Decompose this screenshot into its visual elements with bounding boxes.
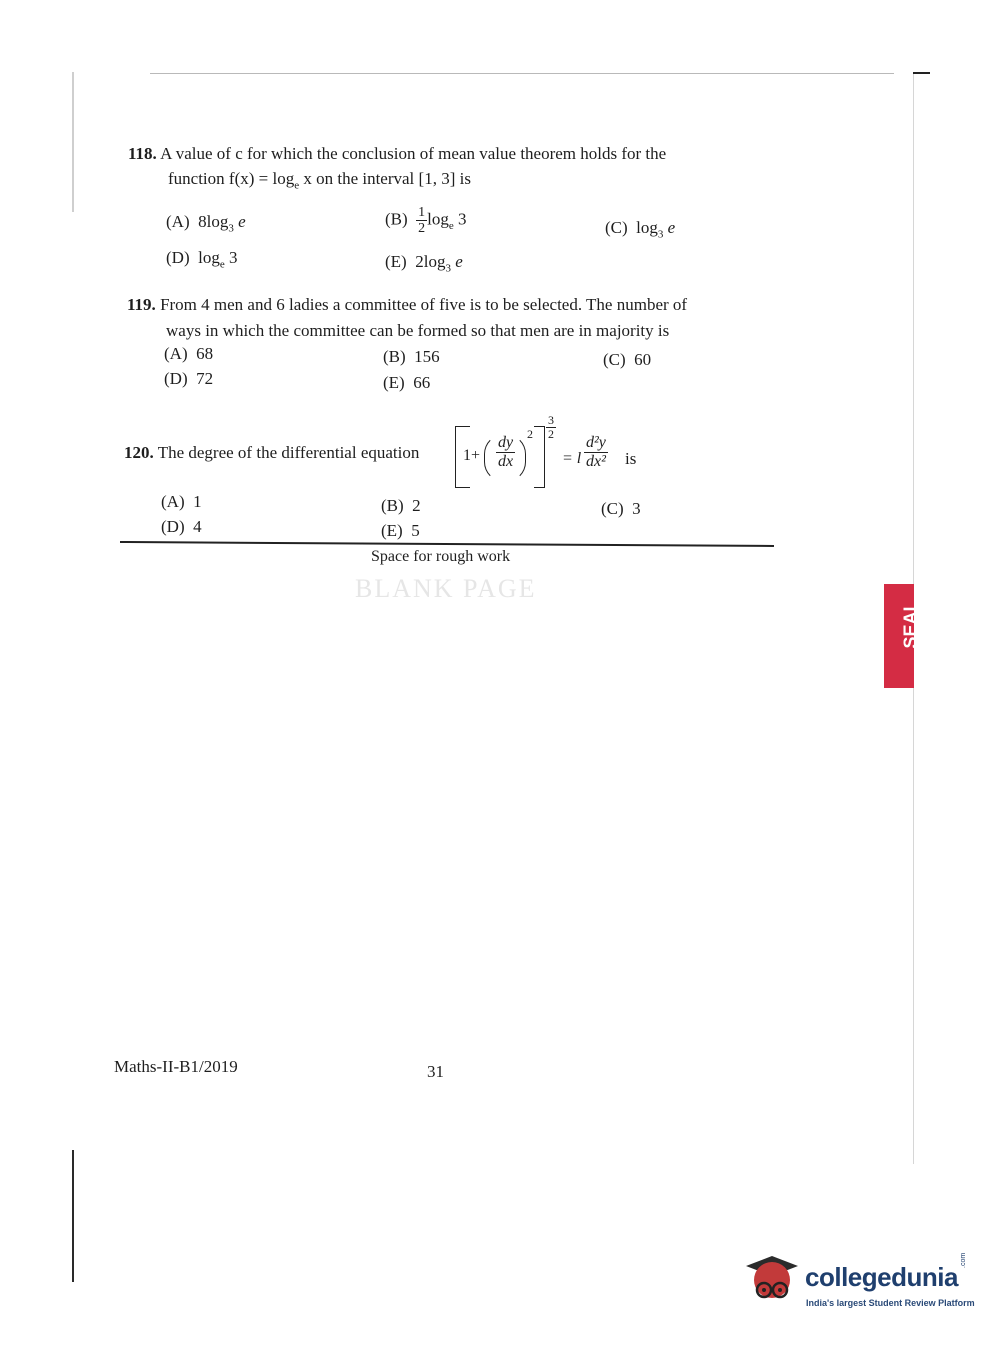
brand-name: collegedunia xyxy=(805,1262,958,1292)
option-value: 60 xyxy=(634,350,652,369)
option-text: log xyxy=(427,209,449,229)
option-label: (D) xyxy=(164,369,188,388)
option-value: 68 xyxy=(196,344,214,363)
question-119-line2: ways in which the committee can be formed so that men are in majority is xyxy=(166,321,670,340)
option-118-b[interactable] xyxy=(385,205,467,236)
denominator: 2 xyxy=(548,427,554,441)
question-120 xyxy=(124,441,419,465)
question-118 xyxy=(128,142,788,166)
seal-tab xyxy=(884,584,921,688)
option-value: 66 xyxy=(413,373,431,392)
equation-dy-dx xyxy=(496,434,515,471)
option-text: 3 xyxy=(224,248,238,267)
option-118-d[interactable] xyxy=(166,248,237,270)
option-text: 2log xyxy=(415,252,446,271)
equation-square: 2 xyxy=(527,427,533,441)
subscript: e xyxy=(219,258,225,271)
subscript: 3 xyxy=(657,228,664,241)
footer-code: Maths-II-B1/2019 xyxy=(114,1057,238,1076)
rough-work-label: Space for rough work xyxy=(371,548,511,565)
option-value: 5 xyxy=(411,521,420,540)
option-118-e[interactable] xyxy=(385,252,463,274)
option-label: (A) xyxy=(164,344,188,363)
question-118-line2 xyxy=(168,167,471,197)
option-label: (C) xyxy=(605,218,628,237)
subscript: 3 xyxy=(445,262,451,275)
collegedunia-mascot-icon xyxy=(742,1250,802,1310)
option-value: 3 xyxy=(632,499,641,518)
numerator: dy xyxy=(498,434,514,451)
question-119 xyxy=(127,293,787,317)
option-label: (E) xyxy=(385,252,407,271)
option-text: e xyxy=(450,252,463,271)
brand-dotcom: .com xyxy=(960,1252,967,1268)
option-text: log xyxy=(198,248,220,267)
option-120-b[interactable] xyxy=(381,496,421,516)
fraction xyxy=(416,205,427,236)
question-text: x on the interval [1, 3] is xyxy=(299,169,471,188)
option-label: (A) xyxy=(161,492,185,511)
option-value: 2 xyxy=(412,496,421,515)
question-text: A value of c for which the conclusion of mean value theorem holds for the xyxy=(160,144,667,163)
option-120-e[interactable] xyxy=(381,521,420,541)
subscript: e xyxy=(448,219,454,232)
equation-d2y-dx2 xyxy=(584,434,608,471)
show-through-text: BLANK PAGE xyxy=(355,574,537,603)
option-label: (D) xyxy=(166,248,190,267)
equation-is: is xyxy=(625,449,637,468)
option-label: (C) xyxy=(601,499,624,518)
equation-one-plus: 1+ xyxy=(463,447,481,464)
option-value: 72 xyxy=(196,369,214,388)
option-119-a[interactable] xyxy=(164,344,213,364)
option-value: 156 xyxy=(414,347,440,366)
seal-tab-label: SEAL xyxy=(900,600,921,649)
divider-rule xyxy=(120,541,774,546)
denominator: dx² xyxy=(586,453,606,470)
option-119-d[interactable] xyxy=(164,369,213,389)
option-label: (B) xyxy=(383,347,406,366)
top-right-mark xyxy=(913,72,930,74)
question-number: 119. xyxy=(127,295,156,314)
option-label: (B) xyxy=(385,209,408,229)
question-text: From 4 men and 6 ladies a committee of five is to be selected. The number of xyxy=(160,295,688,314)
brand-tagline: India's largest Student Review Platform xyxy=(806,1298,975,1308)
question-text: The degree of the differential equation xyxy=(157,443,420,462)
option-label: (C) xyxy=(603,350,626,369)
denominator: dx xyxy=(498,453,514,470)
page-number: 31 xyxy=(427,1062,444,1081)
option-text: 3 xyxy=(453,209,467,229)
left-edge-top xyxy=(72,72,74,212)
top-rule xyxy=(150,73,894,74)
option-120-a[interactable] xyxy=(161,492,202,512)
question-number: 120. xyxy=(124,443,154,462)
option-text: e xyxy=(663,218,676,237)
question-text: function f(x) = log xyxy=(168,169,295,188)
option-label: (D) xyxy=(161,517,185,536)
option-label: (B) xyxy=(381,496,404,515)
option-119-e[interactable] xyxy=(383,373,430,393)
option-label: (E) xyxy=(381,521,403,540)
option-119-c[interactable] xyxy=(603,350,651,370)
option-118-a[interactable] xyxy=(166,212,246,234)
option-119-b[interactable] xyxy=(383,347,440,367)
option-value: 4 xyxy=(193,517,202,536)
option-120-d[interactable] xyxy=(161,517,202,537)
option-text: 8log xyxy=(198,212,229,231)
option-text: e xyxy=(233,212,246,231)
option-118-c[interactable] xyxy=(605,218,675,240)
option-label: (A) xyxy=(166,212,190,231)
equation-bracket-right xyxy=(534,426,545,488)
option-value: 1 xyxy=(193,492,202,511)
subscript: 3 xyxy=(228,222,234,235)
equation-power xyxy=(546,414,556,441)
option-label: (E) xyxy=(383,373,405,392)
denominator: 2 xyxy=(418,221,426,236)
numerator: 1 xyxy=(418,205,426,220)
numerator: 3 xyxy=(548,413,554,427)
question-number: 118. xyxy=(128,144,157,163)
left-edge-bottom xyxy=(72,1150,74,1282)
equation-equals: = l xyxy=(562,450,582,467)
option-text: log xyxy=(636,218,658,237)
numerator: d²y xyxy=(586,434,606,451)
option-120-c[interactable] xyxy=(601,499,641,519)
subscript: e xyxy=(294,179,300,192)
